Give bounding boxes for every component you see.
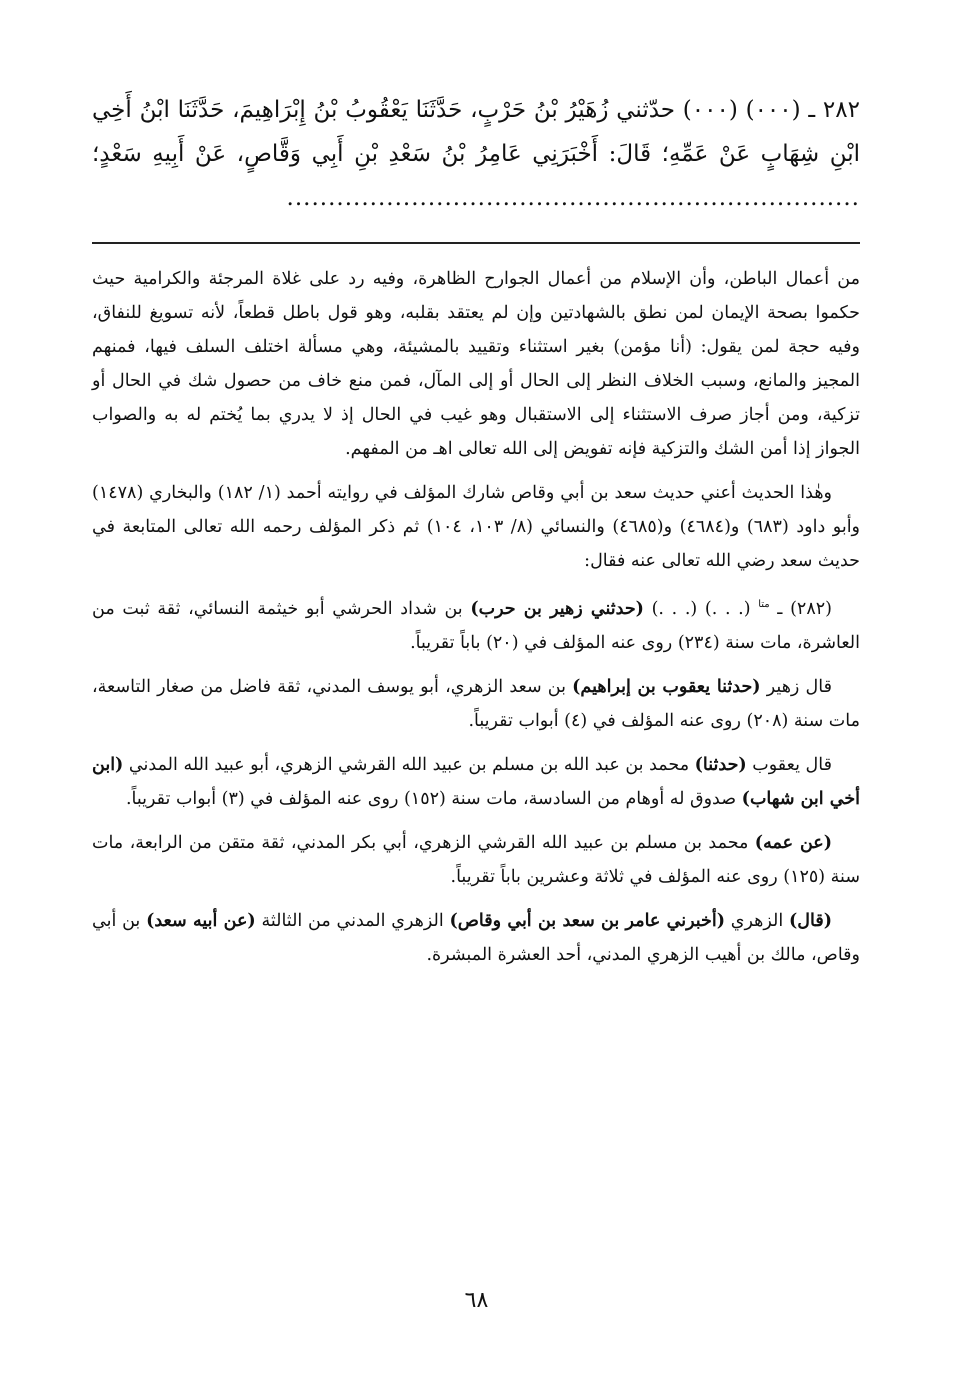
narrator-quote: (حدثني زهير بن حرب) — [470, 598, 644, 619]
narrator-quote: (حدثنا) — [694, 754, 747, 775]
page-number: ٦٨ — [464, 1288, 489, 1313]
narrator-intro: قال يعقوب — [752, 754, 832, 775]
narrator-quote: (أخبرني عامر بن سعد بن أبي وقاص) — [449, 910, 726, 931]
narrator-quote: (حدثنا يعقوب بن إبراهيم) — [572, 676, 761, 697]
narrator-paragraph-2 — [92, 670, 860, 738]
narrator-bio: صدوق له أوهام من السادسة، مات سنة (١٥٢) روى عنه المؤلف في (٣) أبواب تقريباً. — [125, 788, 737, 809]
commentary-paragraph-2: وهٰذا الحديث أعني حديث سعد بن أبي وقاص شارك المؤلف في روايته أحمد (١/ ١٨٢) والبخاري (١٤٧٨) وأبو داود (٦٨٣) و(٤٦٨٤) و(٤٦٨٥) والنسائي (٨/ ١٠٣، ١٠٤) ثم ذكر المؤلف رحمه الله تعالى المتابعة في حديث سعد رضي الله تعالى عنه فقال: — [92, 483, 861, 571]
narrator-intro: قال زهير — [766, 676, 832, 697]
hadith-number: (٢٨٢) ـ — [777, 598, 832, 619]
narrator-paragraph-5 — [92, 904, 860, 972]
hadith-text — [92, 88, 860, 220]
commentary-paragraph-1: من أعمال الباطن، وأن الإسلام من أعمال الجوارح الظاهرة، وفيه رد على غلاة المرجئة والكرامية حيث حكموا بصحة الإيمان لمن نطق بالشهادتين وإن لم يعتقد بقلبه، وهو قول باطل قطعاً، لأنه تسويغ للنفاق، وفيه حجة لمن يقول: (أنا مؤمن) بغير استثناء وتقييد بالمشيئة، وهي مسألة اختلف السلف فيها، فمنهم المجيز والمانع، وسبب الخلاف النظر إلى الحال أو إلى المآل، فمن منع خاف من حصول شك في الحال أو تزكية، ومن أجاز صرف الاستثناء إلى الاستقبال وهو غيب في الحال إذ لا يدري بما يُختم له به والصواب الجواز إذا أمن الشك والتزكية فإنه تفويض إلى الله تعالى اهـ من المفهم. — [92, 269, 860, 459]
hadith-body: ٢٨٢ ـ (٠٠٠) (٠٠٠) حدّثني زُهَيْرُ بْنُ حَرْبٍ، حَدَّثَنَا يَعْقُوبُ بْنُ إِبْرَاهِيمَ، حَدَّثَنَا ابْنُ أَخِي ابْنِ شِهَابٍ عَنْ عَمِّهِ؛ قَالَ: أَخْبَرَنِي عَامِرُ بْنُ سَعْدِ بْنِ أَبِي وَقَّاصٍ، عَنْ أَبِيهِ سَعْدٍ؛ — [92, 97, 860, 167]
narrator-bio: بن شداد الحرشي أبو خيثمة النسائي، ثقة ثبت من العاشرة، مات سنة (٢٣٤) روى عنه المؤلف في (٢٠) باباً تقريباً. — [92, 598, 860, 653]
narrator-paragraph-1 — [92, 588, 860, 660]
narrator-quote: (عن أبيه سعد) — [146, 910, 256, 931]
narrator-quote: (ابن أخي ابن شهاب) — [92, 754, 860, 809]
narrator-bio: محمد بن مسلم بن عبيد الله القرشي الزهري، أبي بكر المدني، ثقة متقن من الرابعة، مات سنة (١٢٥) روى عنه المؤلف في ثلاثة وعشرين باباً تقريباً. — [92, 832, 860, 887]
narrator-name: محمد بن عبد الله بن مسلم بن عبيد الله القرشي الزهري، أبو عبيد الله المدني — [128, 754, 690, 775]
narrator-quote: (قال) — [789, 910, 832, 931]
hadith-dots: ..................................................................... — [286, 185, 860, 211]
narrator-name: الزهري — [730, 910, 784, 931]
narrator-bio: بن أبي وقاص، مالك بن أهيب الزهري المدني، أحد العشرة المبشرة. — [92, 910, 860, 965]
narrator-paragraph-3 — [92, 748, 860, 816]
mutaba-mark: متا — [758, 599, 770, 610]
narrator-paragraph-4 — [92, 826, 860, 894]
narrator-bio: بن سعد الزهري، أبو يوسف المدني، ثقة فاضل من صغار التاسعة، مات سنة (٢٠٨) روى عنه المؤلف في (٤) أبواب تقريباً. — [92, 676, 860, 731]
narrator-bio: الزهري المدني من الثالثة — [261, 910, 444, 931]
footnote-separator — [92, 242, 860, 244]
page — [92, 88, 860, 1358]
narrator-quote: (عن عمه) — [754, 832, 832, 853]
ellipsis-markers: (. . .) (. . .) — [651, 598, 751, 619]
